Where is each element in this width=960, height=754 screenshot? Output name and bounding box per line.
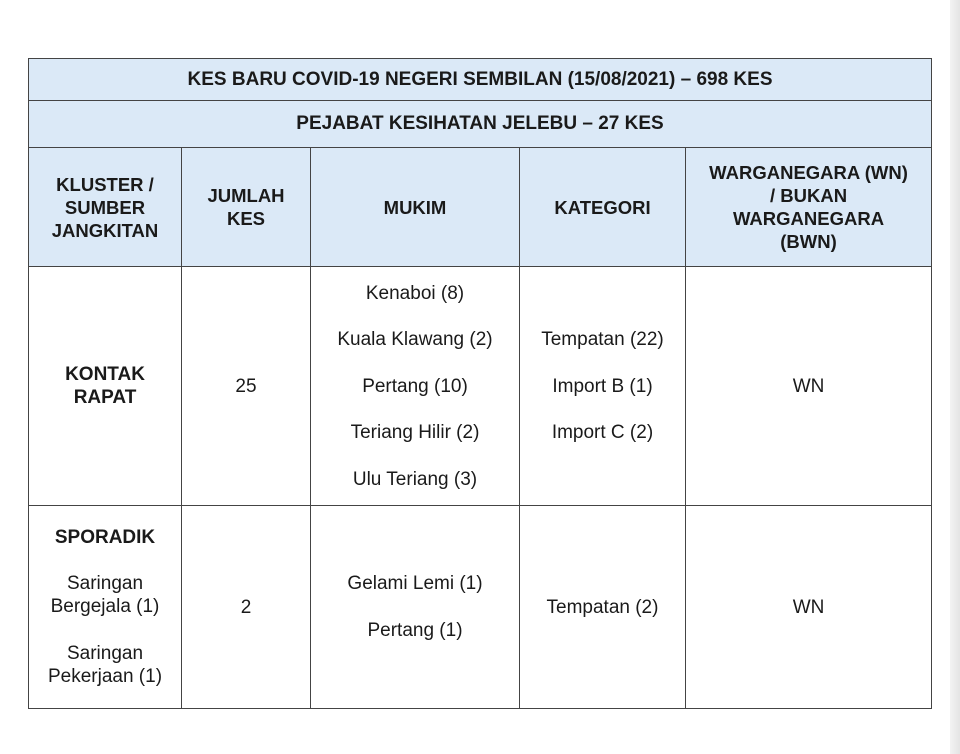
cluster-cell: [29, 267, 182, 506]
title-row: [29, 59, 932, 101]
header-cluster-line: JANGKITAN: [51, 219, 159, 241]
header-cluster: [29, 148, 182, 267]
column-header-row: [29, 148, 932, 267]
category-cell: [520, 267, 686, 506]
cluster-sub-item: [29, 572, 181, 618]
category-item: Tempatan (2): [546, 596, 659, 618]
category-cell: [520, 506, 686, 709]
header-category: [520, 148, 686, 267]
table-row: [29, 506, 932, 709]
header-citizenship-line: (BWN): [780, 231, 837, 252]
header-citizenship-line: WARGANEGARA: [732, 208, 885, 229]
cases-cell: 2: [182, 506, 311, 709]
mukim-item: Teriang Hilir (2): [350, 422, 480, 443]
cluster-name-line: SPORADIK: [54, 527, 156, 548]
mukim-item: Kenaboi (8): [365, 282, 465, 304]
cluster-sub-line: Bergejala (1): [50, 596, 160, 617]
report-title: KES BARU COVID-19 NEGERI SEMBILAN (15/08/2021) – 698 KES: [29, 59, 932, 101]
mukim-cell: [311, 506, 520, 709]
citizenship-cell: WN: [686, 267, 932, 506]
mukim-cell: [311, 267, 520, 506]
cluster-name-line: KONTAK: [65, 364, 145, 385]
header-citizenship-line: / BUKAN: [769, 185, 848, 206]
header-citizenship-line: WARGANEGARA (WN): [709, 162, 908, 183]
header-mukim-line: MUKIM: [383, 196, 447, 218]
cluster-sub-item: [29, 642, 181, 688]
table-row: [29, 267, 932, 506]
cluster-name-line: RAPAT: [73, 387, 137, 408]
header-category-line: KATEGORI: [554, 196, 651, 218]
page-edge: [950, 0, 960, 754]
cluster-sub-line: Saringan: [66, 643, 144, 664]
covid-cases-table: [28, 58, 932, 709]
cluster-sub-line: Saringan: [66, 573, 144, 594]
cluster-sub-line: Pekerjaan (1): [47, 666, 163, 687]
mukim-item: Pertang (1): [367, 619, 463, 641]
header-citizenship: [686, 148, 932, 267]
category-item: Import B (1): [552, 375, 653, 397]
mukim-item: Kuala Klawang (2): [337, 329, 493, 350]
category-item: Tempatan (22): [541, 329, 664, 350]
mukim-item: Pertang (10): [362, 375, 468, 397]
cluster-cell: [29, 506, 182, 709]
header-cases: [182, 148, 311, 267]
office-row: [29, 101, 932, 148]
mukim-item: Gelami Lemi (1): [347, 573, 483, 595]
citizenship-cell: WN: [686, 506, 932, 709]
header-cases-line: JUMLAH: [207, 185, 285, 206]
mukim-item: Ulu Teriang (3): [352, 468, 478, 490]
cases-cell: 25: [182, 267, 311, 506]
header-cluster-line: KLUSTER /: [56, 173, 154, 195]
office-title: PEJABAT KESIHATAN JELEBU – 27 KES: [29, 101, 932, 148]
header-cases-line: KES: [226, 208, 266, 229]
header-mukim: [311, 148, 520, 267]
category-item: Import C (2): [551, 422, 654, 443]
header-cluster-line: SUMBER: [64, 196, 146, 218]
